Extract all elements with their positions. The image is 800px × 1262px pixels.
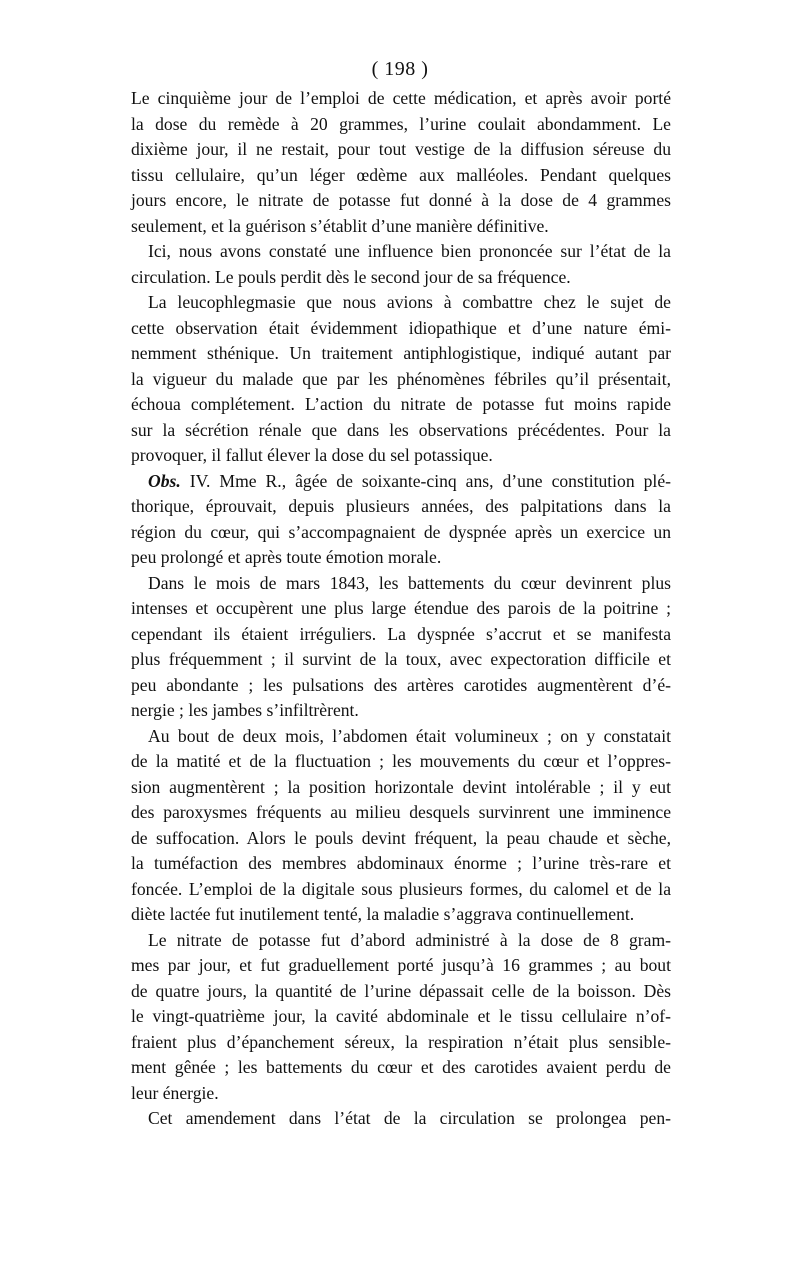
text-line: cependant ils étaient irréguliers. La dyspnée s’accrut et se manifesta (131, 623, 671, 644)
text-line: Obs. IV. Mme R., âgée de soixante-cinq ans, d’une constitution plé- (148, 470, 671, 491)
text-line: de quatre jours, la quantité de l’urine dépassait celle de la boisson. Dès (131, 980, 671, 1001)
text-line: Le cinquième jour de l’emploi de cette médication, et après avoir porté (131, 88, 671, 108)
observation-label: Obs. (148, 470, 181, 491)
text-line: intenses et occupèrent une plus large étendue des parois de la poitrine ; (131, 598, 671, 618)
text-line: Ici, nous avons constaté une influence bien prononcée sur l’état de la (148, 241, 671, 261)
text-line: ment gênée ; les battements du cœur et des carotides avaient perdu de (131, 1057, 671, 1077)
page-number: ( 198 ) (371, 58, 429, 80)
text-line: sion augmentèrent ; la position horizontale devint intolérable ; il y eut (131, 776, 671, 797)
text-line: la dose du remède à 20 grammes, l’urine coulait abondamment. Le (131, 113, 671, 134)
text-line: plus fréquemment ; il survint de la toux, avec expectoration difficile et (131, 649, 671, 669)
text-line: peu prolongé et après toute émotion morale. (131, 547, 442, 567)
text-line: Dans le mois de mars 1843, les battements du cœur devinrent plus (148, 572, 671, 593)
text-line: Au bout de deux mois, l’abdomen était volumineux ; on y constatait (148, 725, 671, 746)
text-line: foncée. L’emploi de la digitale sous plusieurs formes, du calomel et de la (131, 878, 671, 899)
text-line: nergie ; les jambes s’infiltrèrent. (131, 700, 359, 720)
text-line: fraient plus d’épanchement séreux, la respiration n’était plus sensible- (131, 1031, 671, 1052)
body-text (131, 86, 671, 1132)
text-line: dixième jour, il ne restait, pour tout vestige de la diffusion séreuse du (131, 139, 671, 159)
text-line: circulation. Le pouls perdit dès le second jour de sa fréquence. (131, 266, 571, 287)
text-line: leur énergie. (131, 1082, 219, 1103)
text-line: La leucophlegmasie que nous avions à combattre chez le sujet de (148, 292, 671, 312)
text-line: sur la sécrétion rénale que dans les observations précédentes. Pour la (131, 419, 671, 440)
text-line: échoua complétement. L’action du nitrate de potasse fut moins rapide (131, 394, 671, 414)
text-line: Cet amendement dans l’état de la circulation se prolongea pen- (148, 1108, 671, 1128)
text-line: peu abondante ; les pulsations des artères carotides augmentèrent d’é- (131, 674, 671, 695)
text-line: la tuméfaction des membres abdominaux énorme ; l’urine très-rare et (131, 853, 671, 873)
text-line: de suffocation. Alors le pouls devint fréquent, la peau chaude et sèche, (131, 827, 671, 848)
text-line: provoquer, il fallut élever la dose du sel potassique. (131, 445, 493, 465)
text-line: seulement, et la guérison s’établit d’une manière définitive. (131, 215, 549, 236)
text-line: région du cœur, qui s’accompagnaient de dyspnée après un exercice un (131, 521, 671, 542)
text-line: des paroxysmes fréquents au milieu desquels survinrent une imminence (131, 802, 671, 822)
text-line: Le nitrate de potasse fut d’abord administré à la dose de 8 gram- (148, 929, 671, 950)
text-line: de la matité et de la fluctuation ; les mouvements du cœur et l’oppres- (131, 751, 671, 771)
text-line: le vingt-quatrième jour, la cavité abdominale et le tissu cellulaire n’of- (131, 1006, 671, 1026)
text-line: diète lactée fut inutilement tenté, la maladie s’aggrava continuellement. (131, 904, 635, 924)
text-line: mes par jour, et fut graduellement porté jusqu’à 16 grammes ; au bout (131, 955, 671, 975)
text-line: la vigueur du malade que par les phénomènes fébriles qu’il présentait, (131, 368, 671, 389)
text-line: thorique, éprouvait, depuis plusieurs années, des palpitations dans la (131, 496, 671, 516)
text-line: tissu cellulaire, qu’un léger œdème aux malléoles. Pendant quelques (131, 164, 671, 185)
text-line: cette observation était évidemment idiopathique et d’une nature émi- (131, 317, 671, 338)
text-line: jours encore, le nitrate de potasse fut donné à la dose de 4 grammes (131, 190, 671, 210)
text-line: nemment sthénique. Un traitement antiphlogistique, indiqué autant par (131, 343, 671, 363)
